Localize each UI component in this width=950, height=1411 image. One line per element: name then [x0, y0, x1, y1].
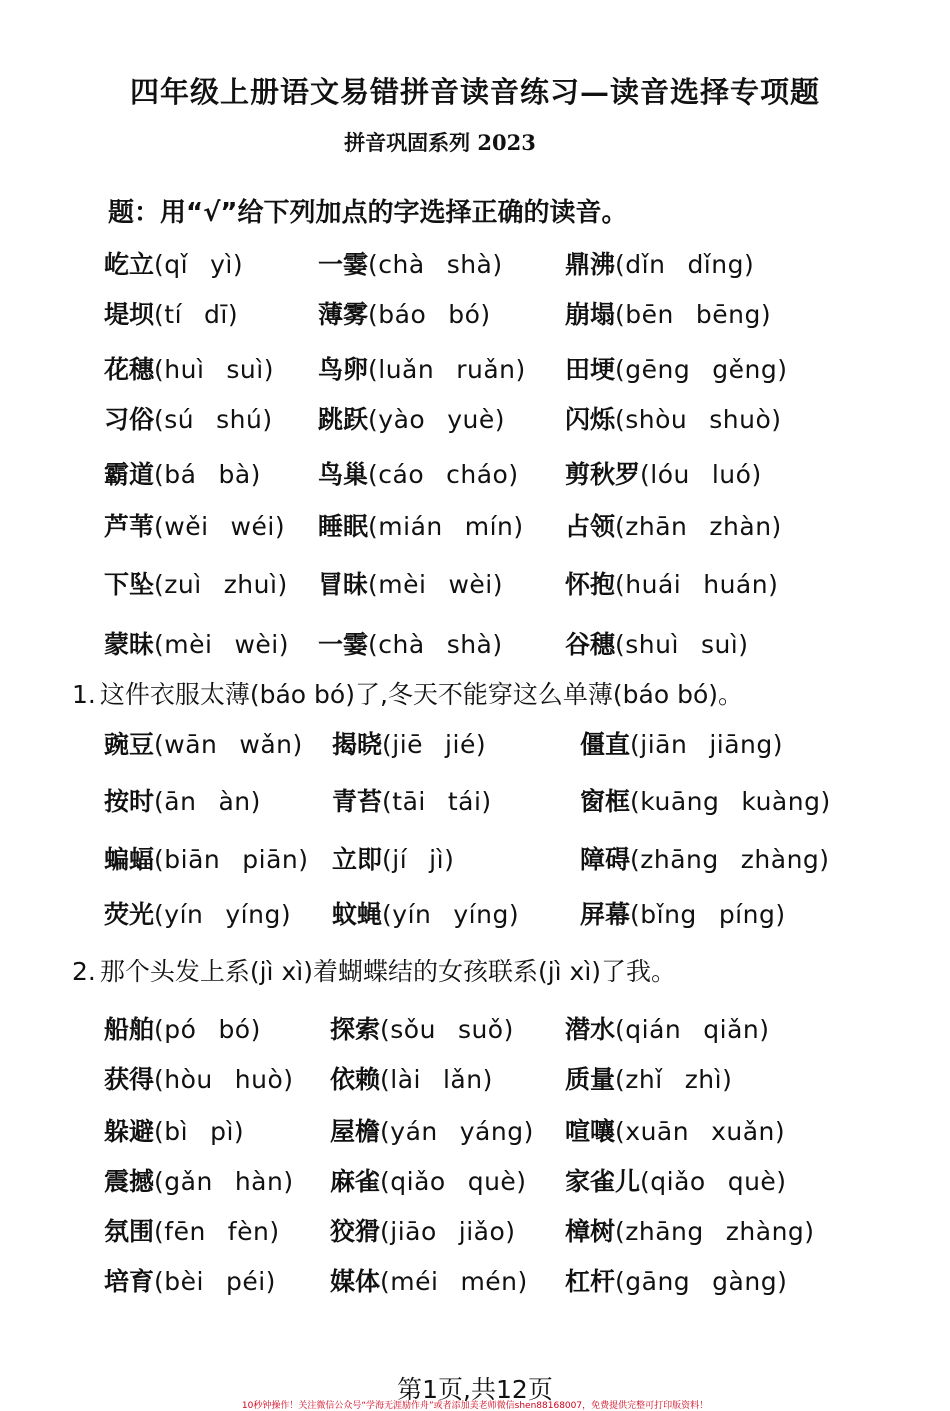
pinyin-choice-item: [330, 1162, 527, 1198]
pinyin-option-2[interactable]: suì): [226, 355, 274, 384]
word: 氛围: [104, 1217, 155, 1246]
pinyin-option-2[interactable]: kuàng): [741, 787, 831, 816]
pinyin-option-2[interactable]: tái): [447, 787, 492, 816]
pinyin-option-2[interactable]: yíng): [225, 900, 292, 929]
word: 麻雀: [330, 1167, 381, 1196]
pinyin-choice-item: [104, 1162, 294, 1198]
word: 一霎: [318, 630, 369, 659]
exercise-row: [0, 1162, 950, 1212]
pinyin-option-2[interactable]: yáng): [459, 1117, 534, 1146]
word: 荧光: [104, 900, 155, 929]
exercise-row: [0, 507, 950, 557]
exercise-row: [0, 1262, 950, 1312]
exercise-row: [0, 1060, 950, 1110]
pinyin-option-2[interactable]: wǎn): [239, 730, 303, 759]
pinyin-option-1[interactable]: (shuì: [615, 630, 679, 659]
word: 谷穗: [565, 630, 616, 659]
pinyin-option-2[interactable]: zhàng): [725, 1217, 815, 1246]
pinyin-option-2[interactable]: jiāng): [709, 730, 784, 759]
pinyin-choice-item: [565, 1010, 769, 1046]
sentence-2: [72, 952, 676, 988]
pinyin-option-1[interactable]: (tāi: [382, 787, 426, 816]
pinyin-option-1[interactable]: (bǐng: [630, 900, 697, 929]
word: 青苔: [332, 787, 383, 816]
pinyin-choice-item: [104, 1060, 294, 1096]
pinyin-option-2[interactable]: péi): [225, 1267, 276, 1296]
pinyin-option-1[interactable]: (huái: [615, 570, 682, 599]
pinyin-option-2[interactable]: zhì): [684, 1065, 733, 1094]
pinyin-option-1[interactable]: (lóu: [640, 460, 690, 489]
pinyin-choice-item: [104, 295, 238, 331]
pinyin-option-1[interactable]: (dǐn: [615, 250, 666, 279]
word: 花穗: [104, 355, 155, 384]
pinyin-option-2[interactable]: suì): [700, 630, 749, 659]
word: 霸道: [104, 460, 155, 489]
word: 障碍: [580, 845, 631, 874]
pinyin-option-2[interactable]: bó): [448, 300, 491, 329]
exercise-row: [0, 1112, 950, 1162]
exercise-row: [0, 625, 950, 675]
pinyin-choice-item: [565, 625, 749, 661]
pinyin-option-1[interactable]: (zhāng: [630, 845, 719, 874]
pinyin-choice-item: [104, 400, 273, 436]
word: 屋檐: [330, 1117, 381, 1146]
pinyin-option-2[interactable]: àn): [218, 787, 261, 816]
word: 依赖: [330, 1065, 381, 1094]
pinyin-choice-item: [104, 782, 261, 818]
word: 鼎沸: [565, 250, 616, 279]
pinyin-choice-item: [580, 725, 783, 761]
word: 堤坝: [104, 300, 155, 329]
pinyin-option-2[interactable]: wèi): [234, 630, 289, 659]
pinyin-choice-item: [104, 625, 289, 661]
pinyin-option-1[interactable]: (zhǐ: [615, 1065, 663, 1094]
pinyin-option-1[interactable]: (chà: [368, 250, 425, 279]
pinyin-option-2[interactable]: yì): [210, 250, 244, 279]
pinyin-option-2[interactable]: mín): [464, 512, 524, 541]
pinyin-option-1[interactable]: (gāng: [615, 1267, 691, 1296]
word: 探索: [330, 1015, 381, 1044]
word: 喧嚷: [565, 1117, 616, 1146]
sentence-text: 那个头发上系(jì xì)着蝴蝶结的女孩联系(jì xì)了我。: [99, 957, 677, 986]
pinyin-choice-item: [330, 1212, 516, 1248]
pinyin-choice-item: [318, 295, 491, 331]
pinyin-option-1[interactable]: (qiǎo: [640, 1167, 706, 1196]
pinyin-choice-item: [104, 565, 288, 601]
pinyin-option-2[interactable]: bà): [218, 460, 261, 489]
pinyin-option-1[interactable]: (bèi: [154, 1267, 204, 1296]
exercise-row: [0, 725, 950, 775]
word: 崩塌: [565, 300, 616, 329]
pinyin-option-2[interactable]: lǎn): [442, 1065, 493, 1094]
exercise-row: [0, 400, 950, 450]
pinyin-option-1[interactable]: (qǐ: [154, 250, 189, 279]
word: 媒体: [330, 1267, 381, 1296]
pinyin-choice-item: [565, 565, 778, 601]
word: 窗框: [580, 787, 631, 816]
pinyin-option-1[interactable]: (jí: [382, 845, 408, 874]
sentence-number: 1.: [72, 680, 96, 709]
pinyin-choice-item: [330, 1010, 514, 1046]
pinyin-option-1[interactable]: (mèi: [368, 570, 427, 599]
pinyin-option-2[interactable]: luó): [711, 460, 762, 489]
pinyin-choice-item: [332, 840, 454, 876]
pinyin-option-2[interactable]: zhàn): [709, 512, 782, 541]
pinyin-choice-item: [330, 1060, 493, 1096]
pinyin-choice-item: [318, 625, 503, 661]
pinyin-choice-item: [565, 1262, 787, 1298]
pinyin-option-1[interactable]: (huì: [154, 355, 205, 384]
word: 下坠: [104, 570, 155, 599]
pinyin-choice-item: [565, 507, 782, 543]
pinyin-choice-item: [565, 1162, 787, 1198]
word: 跳跃: [318, 405, 369, 434]
pinyin-choice-item: [104, 1212, 280, 1248]
word: 杠杆: [565, 1267, 616, 1296]
pinyin-option-2[interactable]: cháo): [446, 460, 519, 489]
pinyin-option-1[interactable]: (qián: [615, 1015, 682, 1044]
word: 揭晓: [332, 730, 383, 759]
pinyin-option-1[interactable]: (wěi: [154, 512, 209, 541]
pinyin-option-1[interactable]: (lài: [380, 1065, 421, 1094]
page-number: 第1页,共12页: [397, 1375, 553, 1404]
pinyin-choice-item: [330, 1112, 534, 1148]
exercise-row: [0, 895, 950, 945]
pinyin-option-2[interactable]: shà): [446, 250, 503, 279]
pinyin-option-2[interactable]: hàn): [234, 1167, 294, 1196]
word: 震撼: [104, 1167, 155, 1196]
pinyin-option-1[interactable]: (báo: [368, 300, 427, 329]
pinyin-option-2[interactable]: wéi): [230, 512, 286, 541]
pinyin-choice-item: [318, 350, 526, 386]
pinyin-option-2[interactable]: yíng): [453, 900, 520, 929]
pinyin-choice-item: [580, 782, 831, 818]
pinyin-choice-item: [332, 782, 492, 818]
word: 鸟卵: [318, 355, 369, 384]
pinyin-option-1[interactable]: (biān: [154, 845, 221, 874]
pinyin-choice-item: [565, 400, 782, 436]
pinyin-option-1[interactable]: (mián: [368, 512, 443, 541]
pinyin-option-2[interactable]: jì): [429, 845, 455, 874]
pinyin-option-1[interactable]: (hòu: [154, 1065, 213, 1094]
pinyin-option-2[interactable]: pì): [210, 1117, 245, 1146]
word: 潜水: [565, 1015, 616, 1044]
pinyin-option-1[interactable]: (cáo: [368, 460, 425, 489]
word: 樟树: [565, 1217, 616, 1246]
sentence-text: 这件衣服太薄(báo bó)了,冬天不能穿这么单薄(báo bó)。: [99, 680, 744, 709]
pinyin-choice-item: [318, 455, 519, 491]
exercise-row: [0, 245, 950, 295]
pinyin-option-2[interactable]: shà): [446, 630, 503, 659]
pinyin-choice-item: [332, 895, 519, 931]
pinyin-option-1[interactable]: (kuāng: [630, 787, 720, 816]
word: 占领: [565, 512, 616, 541]
pinyin-option-2[interactable]: yuè): [447, 405, 505, 434]
page-subtitle: 拼音巩固系列 2023: [344, 130, 536, 155]
word: 培育: [104, 1267, 155, 1296]
pinyin-choice-item: [318, 245, 503, 281]
pinyin-option-1[interactable]: (pó: [154, 1015, 197, 1044]
exercise-row: [0, 1212, 950, 1262]
pinyin-option-2[interactable]: jié): [445, 730, 487, 759]
pinyin-option-2[interactable]: fèn): [227, 1217, 280, 1246]
pinyin-option-1[interactable]: (yán: [380, 1117, 438, 1146]
pinyin-choice-item: [104, 350, 274, 386]
pinyin-choice-item: [104, 725, 303, 761]
pinyin-choice-item: [104, 1010, 261, 1046]
pinyin-option-1[interactable]: (bēn: [615, 300, 674, 329]
word: 田埂: [565, 355, 616, 384]
pinyin-option-2[interactable]: dī): [204, 300, 239, 329]
exercise-row: [0, 350, 950, 400]
pinyin-option-2[interactable]: què): [727, 1167, 787, 1196]
pinyin-option-1[interactable]: (bá: [154, 460, 197, 489]
word: 狡猾: [330, 1217, 381, 1246]
pinyin-option-2[interactable]: qiǎn): [703, 1015, 770, 1044]
pinyin-option-2[interactable]: xuǎn): [711, 1117, 786, 1146]
pinyin-option-1[interactable]: (luǎn: [368, 355, 435, 384]
word: 屹立: [104, 250, 155, 279]
pinyin-option-1[interactable]: (jiāo: [380, 1217, 437, 1246]
word: 屏幕: [580, 900, 631, 929]
pinyin-option-2[interactable]: zhuì): [223, 570, 288, 599]
pinyin-option-2[interactable]: mén): [460, 1267, 528, 1296]
pinyin-choice-item: [318, 507, 524, 543]
pinyin-option-2[interactable]: huán): [703, 570, 779, 599]
word: 躲避: [104, 1117, 155, 1146]
pinyin-choice-item: [332, 725, 486, 761]
pinyin-option-1[interactable]: (chà: [368, 630, 425, 659]
pinyin-choice-item: [580, 895, 786, 931]
pinyin-option-1[interactable]: (jiē: [382, 730, 424, 759]
pinyin-choice-item: [330, 1262, 528, 1298]
pinyin-choice-item: [104, 245, 243, 281]
sentence-1: [72, 675, 743, 711]
pinyin-option-1[interactable]: (tí: [154, 300, 183, 329]
word: 船舶: [104, 1015, 155, 1044]
pinyin-option-2[interactable]: bó): [218, 1015, 261, 1044]
word: 立即: [332, 845, 383, 874]
pinyin-option-1[interactable]: (bì: [154, 1117, 189, 1146]
word: 质量: [565, 1065, 616, 1094]
pinyin-choice-item: [565, 350, 787, 386]
pinyin-option-2[interactable]: zhàng): [740, 845, 830, 874]
pinyin-option-1[interactable]: (zhāng: [615, 1217, 704, 1246]
word: 获得: [104, 1065, 155, 1094]
word: 蚊蝇: [332, 900, 383, 929]
pinyin-option-2[interactable]: shú): [216, 405, 273, 434]
pinyin-option-2[interactable]: gàng): [712, 1267, 788, 1296]
promo-notice: 10秒钟操作！关注微信公众号“学海无涯励作舟”或者添加美老师微信shen88168007，免费提供完整可打印版资料！: [241, 1401, 709, 1411]
instruction: 题：用“√”给下列加点的字选择正确的读音。: [108, 198, 628, 228]
pinyin-choice-item: [565, 1112, 785, 1148]
pinyin-choice-item: [104, 507, 285, 543]
pinyin-choice-item: [565, 455, 762, 491]
pinyin-option-2[interactable]: dǐng): [687, 250, 755, 279]
exercise-row: [0, 565, 950, 615]
sentence-number: 2.: [72, 957, 96, 986]
pinyin-choice-item: [104, 455, 261, 491]
pinyin-choice-item: [104, 895, 291, 931]
pinyin-option-1[interactable]: (qiǎo: [380, 1167, 446, 1196]
pinyin-option-2[interactable]: wèi): [448, 570, 503, 599]
pinyin-option-1[interactable]: (sǒu: [380, 1015, 436, 1044]
pinyin-option-2[interactable]: suǒ): [457, 1015, 514, 1044]
pinyin-option-1[interactable]: (wān: [154, 730, 218, 759]
pinyin-option-1[interactable]: (shòu: [615, 405, 688, 434]
pinyin-choice-item: [318, 400, 505, 436]
pinyin-choice-item: [565, 1060, 732, 1096]
exercise-row: [0, 295, 950, 345]
pinyin-option-1[interactable]: (zhān: [615, 512, 688, 541]
word: 蝙蝠: [104, 845, 155, 874]
pinyin-option-2[interactable]: ruǎn): [456, 355, 526, 384]
pinyin-choice-item: [565, 295, 771, 331]
word: 芦苇: [104, 512, 155, 541]
word: 睡眠: [318, 512, 369, 541]
pinyin-choice-item: [104, 1262, 276, 1298]
word: 僵直: [580, 730, 631, 759]
pinyin-option-1[interactable]: (gǎn: [154, 1167, 213, 1196]
pinyin-option-1[interactable]: (méi: [380, 1267, 439, 1296]
pinyin-choice-item: [565, 245, 754, 281]
pinyin-choice-item: [104, 1112, 244, 1148]
pinyin-choice-item: [104, 840, 308, 876]
pinyin-option-2[interactable]: bēng): [695, 300, 772, 329]
word: 闪烁: [565, 405, 616, 434]
pinyin-option-1[interactable]: (zuì: [154, 570, 202, 599]
exercise-row: [0, 455, 950, 505]
word: 习俗: [104, 405, 155, 434]
pinyin-option-2[interactable]: shuò): [709, 405, 782, 434]
pinyin-choice-item: [318, 565, 503, 601]
word: 一霎: [318, 250, 369, 279]
pinyin-option-1[interactable]: (yào: [368, 405, 426, 434]
pinyin-option-2[interactable]: píng): [718, 900, 786, 929]
pinyin-option-2[interactable]: gěng): [712, 355, 788, 384]
word: 家雀儿: [565, 1167, 641, 1196]
exercise-row: [0, 840, 950, 890]
word: 豌豆: [104, 730, 155, 759]
pinyin-option-1[interactable]: (mèi: [154, 630, 213, 659]
exercise-row: [0, 782, 950, 832]
pinyin-option-1[interactable]: (jiān: [630, 730, 688, 759]
pinyin-option-1[interactable]: (gēng: [615, 355, 691, 384]
pinyin-option-2[interactable]: piān): [242, 845, 309, 874]
word: 冒昧: [318, 570, 369, 599]
pinyin-option-1[interactable]: (xuān: [615, 1117, 690, 1146]
exercise-row: [0, 1010, 950, 1060]
word: 蒙昧: [104, 630, 155, 659]
pinyin-option-1[interactable]: (yín: [154, 900, 204, 929]
pinyin-choice-item: [580, 840, 830, 876]
word: 按时: [104, 787, 155, 816]
pinyin-option-1[interactable]: (ān: [154, 787, 197, 816]
pinyin-option-2[interactable]: jiǎo): [458, 1217, 516, 1246]
pinyin-option-2[interactable]: huò): [234, 1065, 294, 1094]
pinyin-option-2[interactable]: què): [467, 1167, 527, 1196]
word: 怀抱: [565, 570, 616, 599]
word: 鸟巢: [318, 460, 369, 489]
pinyin-option-1[interactable]: (fēn: [154, 1217, 206, 1246]
pinyin-option-1[interactable]: (yín: [382, 900, 432, 929]
word: 薄雾: [318, 300, 369, 329]
pinyin-choice-item: [565, 1212, 815, 1248]
page-title: 四年级上册语文易错拼音读音练习—读音选择专项题: [129, 75, 820, 109]
word: 剪秋罗: [565, 460, 641, 489]
pinyin-option-1[interactable]: (sú: [154, 405, 195, 434]
